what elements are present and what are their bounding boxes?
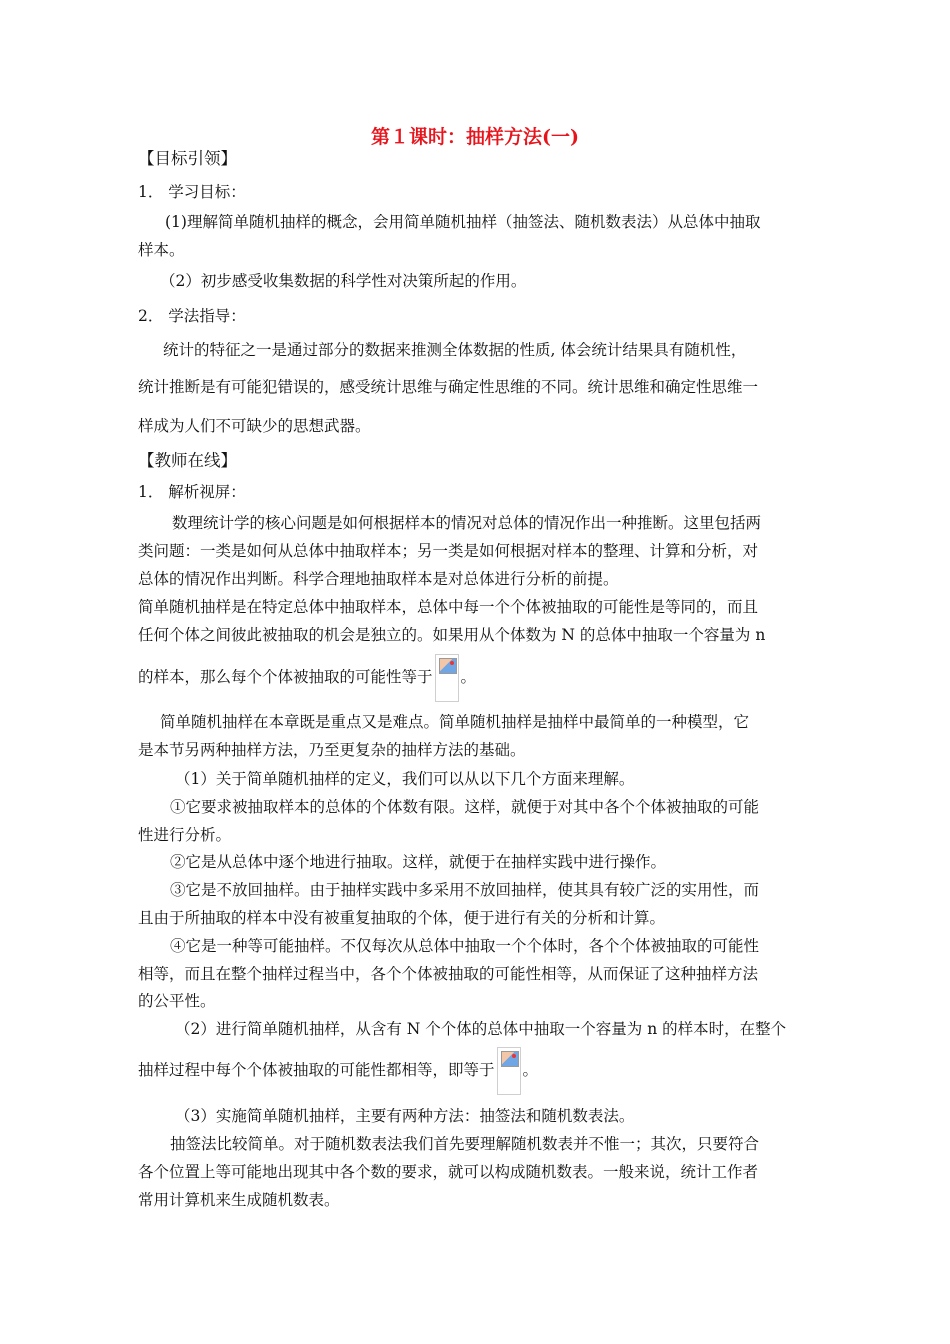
p1-line3: 总体的情况作出判断。科学合理地抽取样本是对总体进行分析的前提。 (138, 570, 619, 588)
p4-line3: 常用计算机来生成随机数表。 (138, 1191, 340, 1209)
point4-line1: ④它是一种等可能抽样。不仅每次从总体中抽取一个个体时，各个个体被抽取的可能性 (170, 937, 760, 955)
p2-line3-text: 的样本，那么每个个体被抽取的可能性等于 (138, 668, 433, 686)
guide-line3: 样成为人们不可缺少的思想武器。 (138, 417, 371, 435)
p3-line2: 是本节另两种抽样方法，乃至更复杂的抽样方法的基础。 (138, 741, 526, 759)
p1-line1: 数理统计学的核心问题是如何根据样本的情况对总体的情况作出一种推断。这里包括两 (172, 514, 762, 532)
definition-3: （3）实施简单随机抽样，主要有两种方法：抽签法和随机数表法。 (175, 1107, 635, 1125)
goal2: （2）初步感受收集数据的科学性对决策所起的作用。 (160, 272, 527, 290)
goal1-line1: (1)理解简单随机抽样的概念，会用简单随机抽样（抽签法、随机数表法）从总体中抽取 (165, 213, 761, 231)
page-title: 第１课时：抽样方法(一) (371, 126, 579, 148)
point4-line2: 相等，而且在整个抽样过程当中，各个个体被抽取的可能性相等，从而保证了这种抽样方法 (138, 965, 759, 983)
section-heading-goals: 【目标引领】 (138, 149, 237, 168)
point2: ②它是从总体中逐个地进行抽取。这样，就便于在抽样实践中进行操作。 (170, 853, 667, 871)
item-learning-goals: 1． 学习目标： (138, 183, 246, 201)
point1-line2: 性进行分析。 (138, 826, 232, 844)
p1-line2: 类问题：一类是如何从总体中抽取样本；另一类是如何根据对样本的整理、计算和分析，对 (138, 542, 759, 560)
p2-line1: 简单随机抽样是在特定总体中抽取样本，总体中每一个个体被抽取的可能性是等同的，而且 (138, 598, 759, 616)
fraction-image-icon (435, 654, 459, 702)
guide-line1: 统计的特征之一是通过部分的数据来推测全体数据的性质, 体会统计结果具有随机性， (163, 341, 747, 359)
point1-line1: ①它要求被抽取样本的总体的个体数有限。这样，就便于对其中各个个体被抽取的可能 (170, 798, 760, 816)
item-analysis: 1． 解析视屏： (138, 483, 246, 501)
p2-line3 (138, 652, 476, 702)
definition-2-line2 (138, 1045, 538, 1095)
section-heading-teacher: 【教师在线】 (138, 451, 237, 470)
definition-2-line1: （2）进行简单随机抽样，从含有 N 个个体的总体中抽取一个容量为 n 的样本时，在整个 (175, 1020, 787, 1038)
p4-line1: 抽签法比较简单。对于随机数表法我们首先要理解随机数表并不惟一；其次，只要符合 (170, 1135, 760, 1153)
p2-line3-end: 。 (460, 668, 477, 686)
definition-2-line2-text: 抽样过程中每个个体被抽取的可能性都相等，即等于 (138, 1061, 495, 1079)
definition-1: （1）关于简单随机抽样的定义，我们可以从以下几个方面来理解。 (175, 770, 635, 788)
fraction-image-icon (497, 1047, 521, 1095)
point4-line3: 的公平性。 (138, 992, 216, 1010)
definition-2-line2-end: 。 (522, 1061, 539, 1079)
goal1-line2: 样本。 (138, 241, 185, 259)
p4-line2: 各个位置上等可能地出现其中各个数的要求，就可以构成随机数表。一般来说，统计工作者 (138, 1163, 759, 1181)
item-study-guide: 2． 学法指导： (138, 307, 246, 325)
guide-line2: 统计推断是有可能犯错误的，感受统计思维与确定性思维的不同。统计思维和确定性思维一 (138, 378, 759, 396)
point3-line2: 且由于所抽取的样本中没有被重复抽取的个体，便于进行有关的分析和计算。 (138, 909, 666, 927)
point3-line1: ③它是不放回抽样。由于抽样实践中多采用不放回抽样，使其具有较广泛的实用性，而 (170, 881, 760, 899)
p2-line2: 任何个体之间彼此被抽取的机会是独立的。如果用从个体数为 N 的总体中抽取一个容量为 n (138, 626, 766, 644)
p3-line1: 简单随机抽样在本章既是重点又是难点。简单随机抽样是抽样中最简单的一种模型，它 (160, 713, 750, 731)
